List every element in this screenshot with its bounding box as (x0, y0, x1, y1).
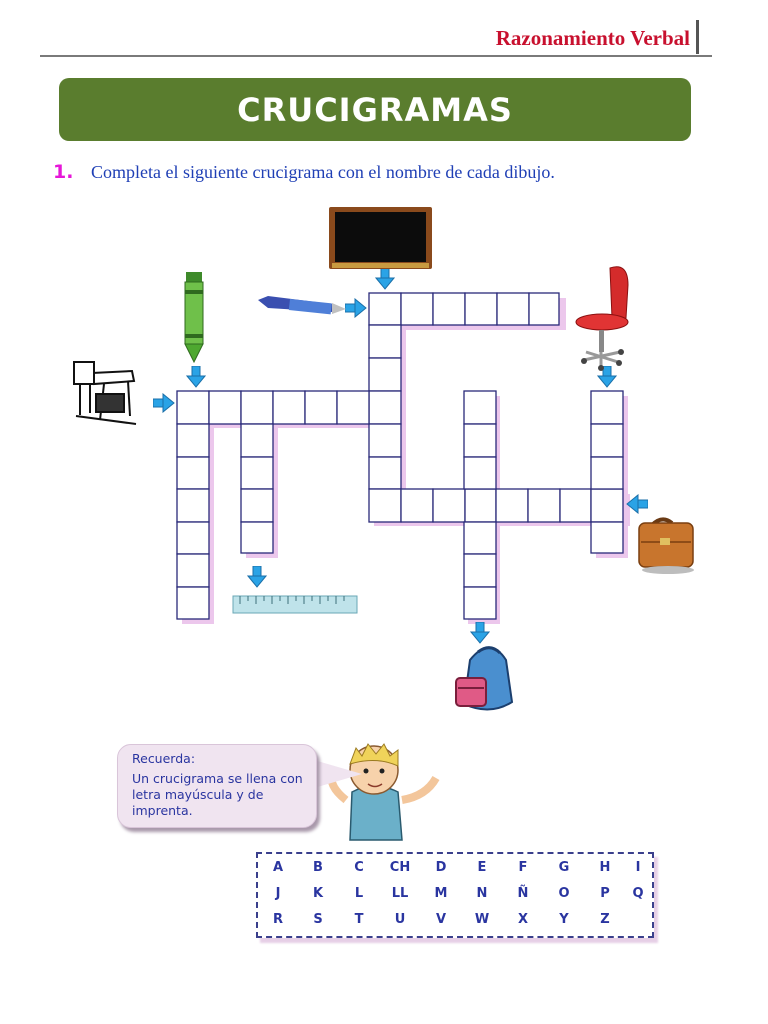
crossword-cell[interactable] (591, 457, 623, 489)
crossword-cell[interactable] (209, 391, 241, 424)
crossword-cell[interactable] (241, 489, 273, 522)
crossword-cell[interactable] (177, 522, 209, 554)
arrow-left-icon (627, 495, 648, 513)
crossword-cell[interactable] (465, 489, 496, 522)
crossword-cell[interactable] (464, 391, 496, 424)
crossword-cell[interactable] (369, 457, 401, 489)
alphabet-letter: V (435, 912, 447, 927)
reminder-title: Recuerda: (132, 751, 196, 766)
arrow-down-icon (376, 268, 394, 289)
crossword-cell[interactable] (464, 587, 496, 619)
speech-bubble-tail (314, 760, 362, 788)
chair-icon (576, 267, 628, 371)
alphabet-box (256, 852, 654, 938)
crossword-cell[interactable] (177, 554, 209, 587)
crossword-cell[interactable] (401, 489, 433, 522)
crossword-cell[interactable] (464, 522, 496, 554)
page-title: CRUCIGRAMAS (237, 90, 513, 129)
alphabet-letter: M (434, 886, 448, 901)
alphabet-letter: U (394, 912, 406, 927)
alphabet-letter: T (354, 912, 364, 927)
reminder-note (117, 744, 317, 828)
alphabet-letter: B (313, 860, 323, 875)
question-number: 1. (53, 161, 74, 183)
alphabet-letter: F (518, 860, 528, 875)
crossword-cell[interactable] (273, 391, 305, 424)
crossword-cell[interactable] (241, 424, 273, 457)
alphabet-letter: X (517, 912, 529, 927)
crossword-grid (177, 293, 623, 619)
alphabet-letter: P (600, 886, 610, 901)
subject-title: Razonamiento Verbal (495, 26, 690, 50)
crossword-cell[interactable] (369, 391, 401, 424)
alphabet-letter: LL (391, 886, 409, 901)
crossword-cell[interactable] (177, 424, 209, 457)
pen-icon (258, 296, 346, 314)
school-desk-icon (74, 362, 136, 424)
arrow-down-icon (187, 366, 205, 387)
backpack-icon (456, 648, 512, 710)
crossword-cell[interactable] (528, 489, 560, 522)
alphabet-letter: Z (600, 912, 610, 927)
crossword-cell[interactable] (591, 391, 623, 424)
boy-icon (331, 744, 436, 840)
question-text: Completa el siguiente crucigrama con el nombre de cada dibujo. (91, 162, 555, 182)
alphabet-letter: S (313, 912, 323, 927)
reminder-text: Un crucigrama se llena con letra mayúscula y de imprenta. (132, 771, 303, 818)
arrow-down-icon (248, 566, 266, 587)
alphabet-letter: H (599, 860, 611, 875)
crossword-cell[interactable] (369, 325, 401, 358)
crossword-cell[interactable] (337, 391, 369, 424)
alphabet-letter: Y (559, 912, 569, 927)
alphabet-letter: Ñ (517, 886, 529, 901)
crossword-cell[interactable] (433, 293, 465, 325)
crossword-cell[interactable] (369, 424, 401, 457)
alphabet-letter: Q (632, 886, 644, 901)
alphabet-letter: K (312, 886, 324, 901)
crossword-cell[interactable] (241, 522, 273, 553)
crossword-cell[interactable] (177, 457, 209, 489)
alphabet-letter: W (474, 912, 490, 927)
crossword-cell[interactable] (464, 554, 496, 587)
crossword-cell[interactable] (496, 489, 528, 522)
briefcase-icon (639, 519, 694, 574)
crossword-cell[interactable] (369, 358, 401, 391)
crossword-cell[interactable] (369, 489, 401, 522)
alphabet-row (258, 860, 652, 880)
chalkboard-icon (329, 207, 432, 269)
crossword-cell[interactable] (241, 457, 273, 489)
crossword-cell[interactable] (465, 293, 497, 325)
arrow-right-icon (153, 394, 174, 412)
alphabet-letter: CH (389, 860, 411, 875)
arrow-right-icon (345, 299, 366, 317)
crossword-cell[interactable] (560, 489, 591, 522)
alphabet-letter: D (435, 860, 447, 875)
crossword-cell[interactable] (591, 522, 623, 553)
crossword-cell[interactable] (177, 489, 209, 522)
alphabet-letter: A (272, 860, 284, 875)
crossword-cell[interactable] (433, 489, 465, 522)
alphabet-letter: O (558, 886, 570, 901)
crossword-cell[interactable] (177, 587, 209, 619)
alphabet-row (258, 886, 652, 906)
crossword-cell[interactable] (529, 293, 559, 325)
crossword-cell[interactable] (241, 391, 273, 424)
crossword-cell[interactable] (177, 391, 209, 424)
alphabet-letter: R (272, 912, 283, 927)
alphabet-letter: C (354, 860, 364, 875)
crossword-cell[interactable] (401, 293, 433, 325)
alphabet-row (258, 912, 652, 932)
alphabet-letter: N (476, 886, 488, 901)
alphabet-letter: L (354, 886, 364, 901)
alphabet-letter: I (635, 860, 641, 875)
ruler-icon (233, 596, 357, 613)
alphabet-letter: E (477, 860, 487, 875)
crossword-cell[interactable] (591, 489, 623, 522)
crossword-cell[interactable] (591, 424, 623, 457)
crossword-cell[interactable] (369, 293, 401, 325)
alphabet-letter: J (275, 886, 281, 901)
crossword-cell[interactable] (464, 457, 496, 489)
alphabet-letter: G (558, 860, 570, 875)
crayon-icon (185, 272, 203, 362)
crossword-cell[interactable] (464, 424, 496, 457)
crossword-cell[interactable] (497, 293, 529, 325)
crossword-cell[interactable] (305, 391, 337, 424)
arrow-down-icon (471, 622, 489, 643)
